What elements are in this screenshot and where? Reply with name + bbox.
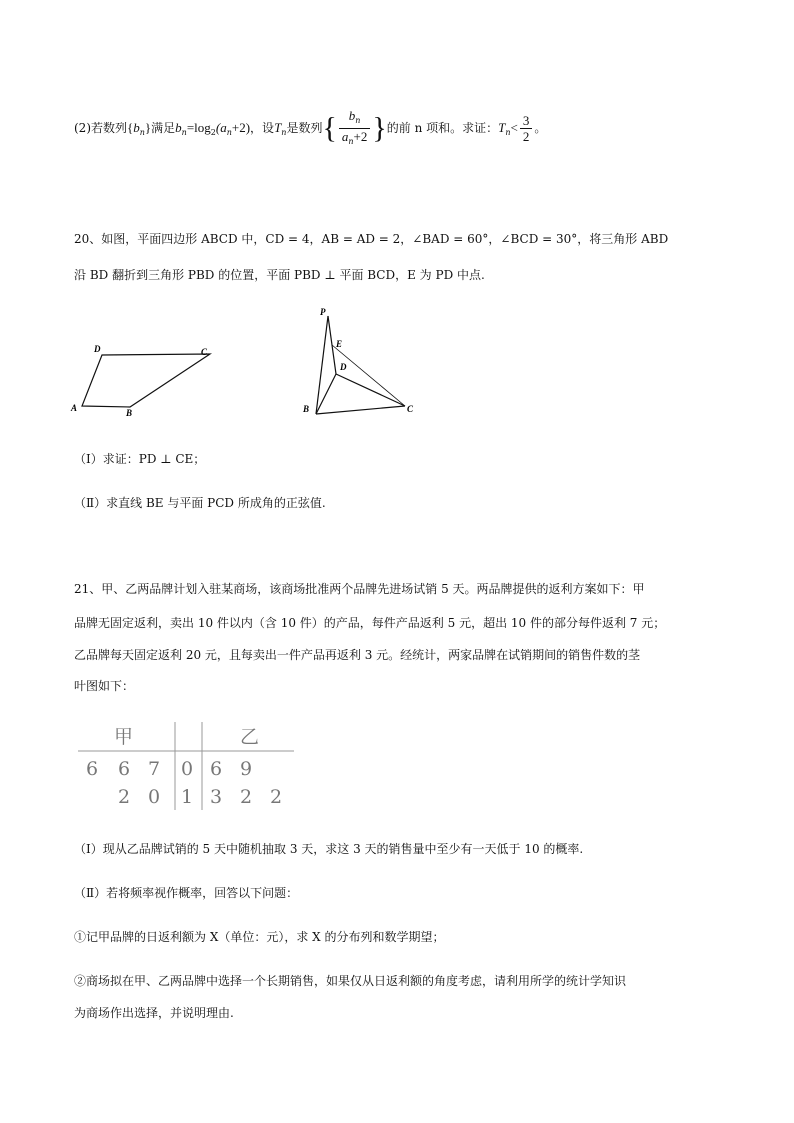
label-p: P (320, 307, 326, 317)
q20-part1: （Ⅰ）求证：PD ⊥ CE； (74, 452, 206, 466)
leaf-right-1-2: 2 (270, 786, 283, 808)
q21-part1: （Ⅰ）现从乙品牌试销的 5 天中随机抽取 3 天，求这 3 天的销售量中至少有一天低于 10 的概率. (74, 842, 584, 856)
q21-sub1: ①记甲品牌的日返利额为 X（单位：元），求 X 的分布列和数学期望； (74, 930, 445, 944)
figure-pyramid-pbcd (296, 302, 426, 422)
label-b2: B (303, 404, 310, 414)
leaf-left-1-0: 2 (118, 786, 131, 808)
label-d2: D (340, 362, 347, 372)
edge-bc (316, 406, 405, 414)
leaf-right-1-1: 2 (240, 786, 253, 808)
label-c: C (201, 347, 208, 357)
edge-pb (316, 316, 328, 414)
three-halves-fraction: $\frac{3}{2}$ (520, 113, 533, 144)
header-left: 甲 (114, 726, 134, 748)
q20-line1: 20、如图，平面四边形 ABCD 中，CD = 4，AB = AD = 2，∠BAD = 60°，∠BCD = 30°，将三角形 ABD (74, 232, 669, 246)
leaf-right-1-0: 3 (210, 786, 223, 808)
q20-line2: 沿 BD 翻折到三角形 PBD 的位置，平面 PBD ⊥ 平面 BCD，E 为 PD 中点. (74, 268, 485, 282)
leaf-left-1-1: 0 (148, 786, 161, 808)
label-a: A (71, 403, 78, 413)
quadrilateral-shape (82, 354, 210, 407)
label-c2: C (407, 404, 414, 414)
q21-part2: （Ⅱ）若将频率视作概率，回答以下问题： (74, 886, 299, 900)
q21-line1: 21、甲、乙两品牌计划入驻某商场，该商场批准两个品牌先进场试销 5 天。两品牌提供的返利方案如下：甲 (74, 582, 645, 596)
leaf-left-0-0: 6 (86, 758, 99, 780)
label-e: E (336, 339, 343, 349)
q21-line3: 乙品牌每天固定返利 20 元，且每卖出一件产品再返利 3 元。经统计，两家品牌在试销期间的销售件数的茎 (74, 648, 641, 662)
stem-1: 1 (181, 786, 194, 808)
edge-ec (332, 345, 405, 406)
edge-dc (336, 374, 405, 406)
label-d: D (94, 344, 101, 354)
leaf-left-0-2: 7 (148, 758, 161, 780)
label-b: B (126, 408, 133, 418)
q21-sub2-line2: 为商场作出选择，并说明理由. (74, 1006, 234, 1020)
leaf-left-0-1: 6 (118, 758, 131, 780)
header-right: 乙 (240, 726, 260, 748)
leaf-right-0-1: 9 (240, 758, 253, 780)
q20-part2: （Ⅱ）求直线 BE 与平面 PCD 所成角的正弦值. (74, 496, 326, 510)
sequence-fraction: $\frac{b_n}{a_n+2}$ (339, 108, 371, 149)
q21-sub2-line1: ②商场拟在甲、乙两品牌中选择一个长期销售，如果仅从日返利额的角度考虑，请利用所学的统计学知识 (74, 974, 627, 988)
figure-quadrilateral-abcd (62, 340, 222, 420)
q19-part2: (2)若数列$\{b_n\}$满足$b_n=\log_2(a_n+2)$，设$T_n$是数列{ $\frac{b_n}{a_n+2}$ }的前 n 项和。求证：$T_n<$ $\frac{3}{2}$ 。 (74, 108, 546, 149)
leaf-right-0-0: 6 (210, 758, 223, 780)
stem-leaf-plot (72, 718, 302, 814)
q21-line2: 品牌无固定返利，卖出 10 件以内（含 10 件）的产品，每件产品返利 5 元，超出 10 件的部分每件返利 7 元； (74, 616, 666, 630)
stem-0: 0 (181, 758, 194, 780)
q21-line4: 叶图如下： (74, 679, 135, 693)
